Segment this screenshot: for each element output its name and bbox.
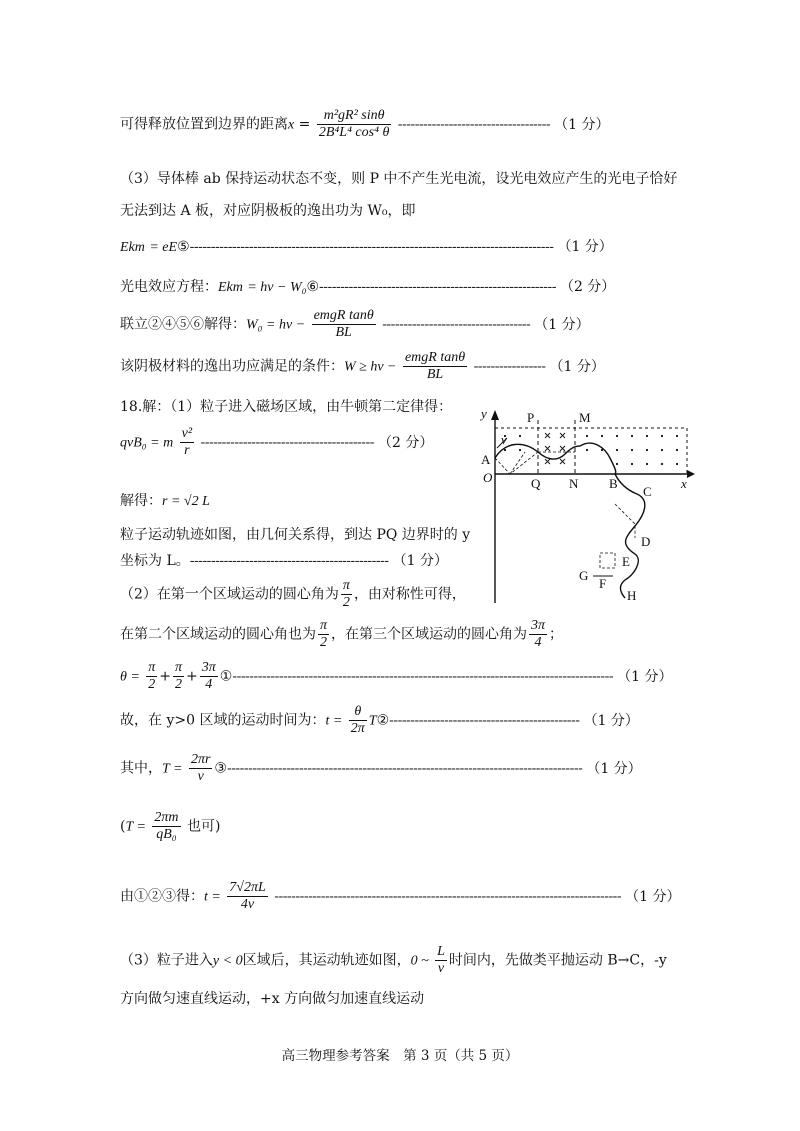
dash-leader: -----------------------------------: [382, 316, 531, 333]
score: （1 分）: [392, 553, 448, 569]
part3-text-line2: 无法到达 A 板，对应阴极板的逸出功为 W₀，即: [120, 203, 416, 219]
joint-lhs: W₀ = hν −: [246, 317, 306, 333]
part3-region: y < 0: [212, 953, 243, 969]
q18-heading: 18.解：（1）粒子进入磁场区域，由牛顿第二定律得：: [120, 399, 453, 415]
q18-part2-line1: [120, 578, 466, 611]
dash-leader: ------------------------------------: [397, 116, 551, 133]
label-N: N: [569, 476, 579, 491]
label-D: D: [641, 534, 651, 549]
pi-over-2: [318, 618, 329, 651]
denominator: qB₀: [156, 827, 177, 843]
label-y: y: [481, 408, 487, 421]
part2-text-a: （2）在第一个区域运动的圆心角为: [120, 586, 339, 603]
label-v: v: [501, 432, 507, 447]
trajectory-figure: [475, 408, 695, 608]
q18-text-line2: [120, 550, 448, 570]
y-axis-arrow: [491, 410, 499, 420]
denominator: 4: [205, 677, 213, 693]
period-T: T: [368, 713, 377, 729]
ekm-symbol: Ekm: [218, 280, 243, 295]
denominator: 2π: [350, 721, 365, 737]
marker-3: ③: [214, 760, 227, 777]
final-fraction: [227, 880, 267, 913]
part2-text-c: 在第二个区域运动的圆心角也为: [120, 626, 316, 643]
final-prefix: 由①②③得：: [120, 888, 204, 905]
field-dots: [504, 435, 678, 465]
dash-leader: -----------------------------------------: [200, 434, 374, 451]
numerator: π: [318, 618, 329, 635]
dash-leader: ---------------------------------------------: [389, 712, 580, 729]
numerator: v²: [180, 426, 194, 443]
pi-over-2: [146, 660, 157, 693]
numerator: 2πm: [152, 810, 180, 827]
part3-c: 区域后，其运动轨迹如图，: [242, 952, 411, 969]
theta-lhs: θ =: [120, 669, 140, 685]
dash-leader: --------------------------------------------------------------------------------------: [189, 239, 554, 255]
numerator: 3π: [200, 660, 218, 677]
theta-over-2pi: [349, 704, 367, 737]
dash-leader: ----------------------------------------------------------------------------------: [274, 888, 622, 905]
score: （2 分）: [559, 279, 616, 295]
numerator: emgR tanθ: [312, 308, 376, 325]
denominator: 4: [534, 635, 542, 651]
release-distance-line: [120, 108, 609, 141]
denominator: 2: [320, 635, 327, 651]
alt-lhs: T =: [125, 819, 146, 835]
time-equation: [120, 704, 639, 737]
label-C: C: [643, 484, 652, 499]
denominator: 2B⁴L⁴ cos⁴ θ: [318, 125, 390, 141]
label-M: M: [579, 410, 591, 425]
part2-text-b: ，由对称性可得，: [353, 586, 466, 603]
release-distance-fraction: [317, 108, 391, 141]
cond-prefix: 该阴极材料的逸出功应满足的条件：: [120, 358, 344, 375]
period-equation: [120, 752, 642, 785]
denominator: BL: [426, 367, 444, 383]
pi-over-2: [173, 660, 184, 693]
alt-suffix: 也可): [186, 818, 221, 835]
solve-prefix: 解得：: [120, 493, 162, 509]
q18-part3-line2: 方向做匀速直线运动，+x 方向做匀加速直线运动: [120, 991, 425, 1007]
label-x: x: [681, 476, 687, 491]
denominator: v: [437, 961, 445, 977]
denominator: v: [197, 769, 204, 785]
marker-6: ⑥: [306, 279, 320, 295]
cond-lhs: W ≥ hν −: [344, 359, 397, 375]
score: （1 分）: [625, 888, 681, 905]
numerator: L: [435, 944, 447, 961]
denominator: BL: [335, 325, 352, 341]
part3-range: 0 ~: [410, 953, 429, 969]
label-F: F: [599, 576, 607, 591]
open-paren: (: [120, 818, 126, 835]
label-O: O: [483, 470, 493, 485]
numerator: 2πr: [189, 752, 212, 769]
dash-leader: -----------------------------------------------: [189, 553, 389, 569]
cond-fraction: [403, 350, 467, 383]
part3-a: （3）粒子进入: [120, 952, 213, 969]
final-time-equation: [120, 880, 681, 913]
equation-5: [120, 236, 613, 256]
numerator: π: [173, 660, 184, 677]
radius-expression: r = √2 L: [162, 494, 210, 509]
period-prefix: 其中，: [120, 760, 162, 777]
score: （1 分）: [617, 668, 673, 685]
eq5-rhs: = eE: [149, 240, 178, 255]
part3-e: 时间内，先做类平抛运动 B→C，-y: [448, 952, 667, 969]
joint-solution-line: [120, 308, 590, 341]
part3-text-line1: （3）导体棒 ab 保持运动状态不变，则 P 中不产生光电流，设光电效应产生的光电子恰好: [120, 171, 678, 187]
numerator: emgR tanθ: [403, 350, 467, 367]
score: （1 分）: [549, 358, 605, 375]
score: （1 分）: [557, 239, 613, 255]
label-G: G: [579, 568, 589, 583]
numerator: m²gR² sinθ: [317, 108, 391, 125]
score: （2 分）: [377, 434, 434, 451]
score: （1 分）: [586, 760, 642, 777]
label-H: H: [627, 588, 637, 603]
plus: +: [159, 668, 172, 685]
q18-part2-line2: [120, 618, 563, 651]
time-lhs: t =: [325, 713, 343, 729]
label-A: A: [481, 452, 491, 467]
final-lhs: t =: [204, 889, 221, 905]
dash-leader: ------------------------------------------------------------------------------------------: [232, 668, 614, 685]
2pim-over-qB0: [152, 810, 180, 843]
denominator: 2: [148, 677, 156, 693]
part2-text-e: ；: [549, 626, 564, 643]
period-lhs: T =: [162, 761, 183, 777]
numerator: θ: [349, 704, 367, 721]
label-Q: Q: [531, 476, 541, 491]
numerator: π: [341, 578, 352, 595]
label-P: P: [527, 410, 535, 425]
part2-text-d: ，在第三个区域运动的圆心角为: [331, 626, 528, 643]
denominator: 4v: [240, 897, 255, 913]
x-axis-arrow: [687, 470, 695, 478]
pi-over-2: [341, 578, 352, 611]
L-over-v: [435, 944, 447, 977]
alternative-period-equation: [120, 810, 220, 843]
score: （1 分）: [583, 712, 639, 729]
marker-1: ①: [219, 668, 233, 685]
theta-equation: [120, 660, 672, 693]
three-pi-over-4: [200, 660, 218, 693]
dash-leader: -----------------: [473, 358, 546, 375]
label-E: E: [622, 554, 630, 569]
label-B: B: [609, 476, 618, 491]
q18-radius-result: [120, 490, 210, 510]
numerator: π: [146, 660, 157, 677]
denominator: 2: [342, 595, 350, 611]
dash-leader: --------------------------------------------------------: [319, 279, 556, 295]
joint-prefix: 联立②④⑤⑥解得：: [120, 316, 246, 333]
equals: =: [298, 116, 311, 133]
denominator: r: [184, 443, 190, 459]
q18-lhs: qvB₀ = m: [120, 435, 174, 451]
numerator: 7√2πL: [227, 880, 267, 897]
marker-5: ⑤: [177, 239, 190, 255]
eq6-rhs: = hν − W₀: [247, 280, 307, 295]
joint-fraction: [312, 308, 376, 341]
score: （1 分）: [534, 316, 590, 333]
time-prefix: 故，在 y>0 区域的运动时间为：: [120, 712, 326, 729]
q18-newton-equation: [120, 426, 433, 459]
dash-leader: ------------------------------------------------------------------------------------: [226, 760, 583, 777]
equation-6: [120, 276, 615, 296]
release-distance-prefix: 可得释放位置到边界的距离: [120, 116, 288, 133]
ekm-symbol: Ekm: [120, 240, 145, 255]
eq6-prefix: 光电效应方程：: [120, 279, 218, 295]
score: （1 分）: [554, 116, 610, 133]
work-function-condition-line: [120, 350, 605, 383]
var-x: x: [288, 117, 295, 133]
numerator: 3π: [529, 618, 547, 635]
three-pi-over-4: [529, 618, 547, 651]
q18-text2: 坐标为 L。: [120, 553, 190, 569]
q18-part3-line1: [120, 944, 667, 977]
plus: +: [186, 668, 198, 685]
2pir-over-v: [189, 752, 212, 785]
v2-over-r: [180, 426, 194, 459]
marker-2: ②: [376, 712, 390, 729]
q18-text-line1: 粒子运动轨迹如图，由几何关系得，到达 PQ 边界时的 y: [120, 527, 471, 543]
page-footer: 高三物理参考答案 第 3 页（共 5 页）: [281, 1048, 519, 1064]
denominator: 2: [175, 677, 183, 693]
